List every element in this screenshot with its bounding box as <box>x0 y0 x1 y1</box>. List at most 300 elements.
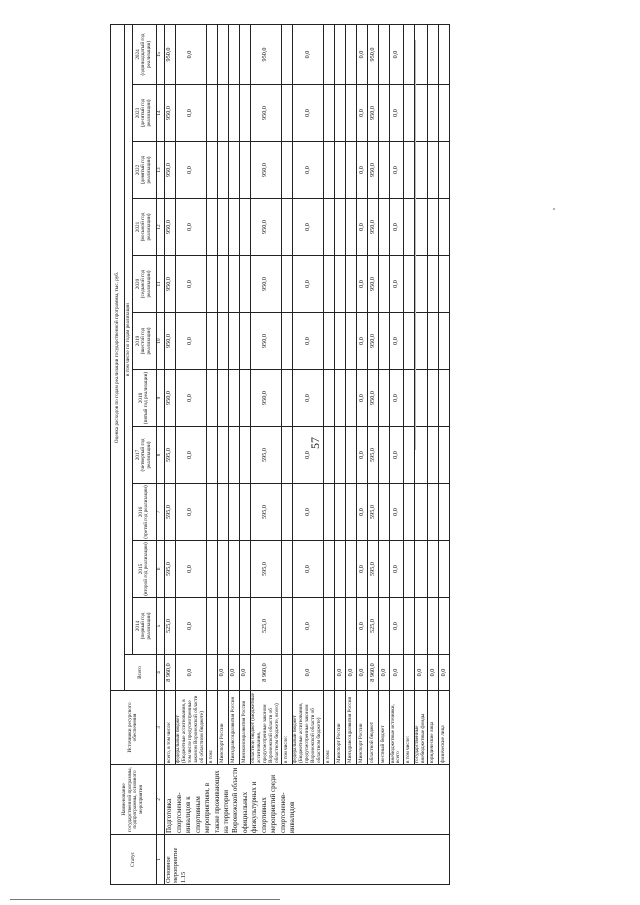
row-year-value: 0,0 <box>390 484 404 541</box>
row-year-value: 0,0 <box>175 199 206 256</box>
row-year-value: 950,0 <box>250 199 281 256</box>
row-year-value <box>206 370 217 427</box>
row-year-value <box>439 142 450 199</box>
row-total <box>206 655 217 691</box>
scan-edge-line <box>415 40 416 450</box>
row-year-value <box>206 199 217 256</box>
row-year-value: 950,0 <box>368 256 379 313</box>
row-year-value: 0,0 <box>357 256 368 313</box>
row-year-value <box>428 24 439 84</box>
row-year-value <box>346 256 357 313</box>
block-name: Подготовка спортсменов-инвалидов к спортивным мероприятиям, в также проживающих на территории Воронежской области официальных физкультурных и спортивных мероприятий среди спортсменов-инвалидов <box>164 765 449 835</box>
row-source: федеральный бюджет (Бюджетные ассигнования, предусмотренные законом Воронежской области об областном бюджете) <box>292 691 323 765</box>
row-year-value <box>324 484 335 541</box>
funding-table <box>110 24 450 885</box>
table-row <box>239 24 250 884</box>
column-number: 1 <box>156 835 164 885</box>
row-year-value: 0,0 <box>175 427 206 484</box>
table-row <box>281 24 292 884</box>
row-year-value: 0,0 <box>292 598 323 655</box>
row-year-value <box>439 598 450 655</box>
table-row <box>164 24 175 884</box>
header-year-label: 2024 <box>134 49 141 60</box>
row-source: Минздравсоцразвития России <box>346 691 357 765</box>
row-year-value <box>335 199 346 256</box>
row-total: 0,0 <box>239 655 250 691</box>
row-total: 0,0 <box>346 655 357 691</box>
row-year-value <box>217 370 228 427</box>
row-year-value: 950,0 <box>164 142 175 199</box>
row-year-value <box>239 598 250 655</box>
row-total <box>281 655 292 691</box>
row-year-value <box>324 256 335 313</box>
row-year-value: 0,0 <box>175 256 206 313</box>
row-year-value: 0,0 <box>292 85 323 142</box>
row-source: государственные внебюджетные фонды <box>414 691 428 765</box>
table-row <box>414 24 428 884</box>
row-source: в том: <box>324 691 335 765</box>
row-year-value <box>239 256 250 313</box>
header-year-sub: (второй год реализации) <box>143 542 150 596</box>
row-year-value: 0,0 <box>292 24 323 84</box>
row-year-value: 0,0 <box>357 199 368 256</box>
header-year-label: 2017 <box>134 449 141 461</box>
row-year-value: 0,0 <box>292 199 323 256</box>
row-year-value <box>379 484 390 541</box>
row-year-value <box>428 199 439 256</box>
table-row <box>335 24 346 884</box>
row-year-value <box>324 199 335 256</box>
table-row <box>175 24 206 884</box>
table-row <box>324 24 335 884</box>
row-year-value <box>228 142 239 199</box>
row-year-value: 0,0 <box>292 541 323 598</box>
header-year-sub: (третий год реализации) <box>143 485 150 539</box>
row-year-value: 595,0 <box>368 484 379 541</box>
row-year-value <box>324 598 335 655</box>
row-year-value <box>335 24 346 84</box>
row-year-value <box>439 24 450 84</box>
row-year-value <box>281 256 292 313</box>
row-year-value: 0,0 <box>390 85 404 142</box>
column-number: 7 <box>156 484 164 541</box>
funding-rows <box>164 24 449 884</box>
row-year-value: 0,0 <box>357 427 368 484</box>
row-year-value <box>379 427 390 484</box>
row-year-value <box>228 484 239 541</box>
row-year-value <box>228 256 239 313</box>
row-year-value: 950,0 <box>368 85 379 142</box>
table-row <box>379 24 390 884</box>
header-year-2015 <box>132 541 156 598</box>
scan-bottom-line <box>10 899 280 900</box>
row-total: 0,0 <box>390 655 404 691</box>
row-year-value <box>335 256 346 313</box>
table-row <box>228 24 239 884</box>
header-source: Источники ресурсного обеспечения <box>111 691 157 765</box>
column-number: 15 <box>156 24 164 84</box>
row-year-value <box>206 313 217 370</box>
row-total: 0,0 <box>175 655 206 691</box>
row-year-value: 950,0 <box>164 199 175 256</box>
row-year-value <box>346 598 357 655</box>
row-year-value <box>439 484 450 541</box>
row-year-value: 950,0 <box>164 24 175 84</box>
row-year-value <box>324 85 335 142</box>
row-total: 0,0 <box>292 655 323 691</box>
header-funding-title: Оценка расходов по годам реализации государственной программы, тыс. руб. <box>111 24 125 690</box>
row-year-value: 0,0 <box>390 256 404 313</box>
row-year-value <box>206 256 217 313</box>
row-source: Минспорт России <box>335 691 346 765</box>
row-year-value <box>324 427 335 484</box>
row-year-value <box>414 313 428 370</box>
header-column-numbers <box>156 24 164 884</box>
row-year-value <box>414 142 428 199</box>
row-source: местный бюджет <box>379 691 390 765</box>
row-year-value <box>346 427 357 484</box>
row-year-value: 0,0 <box>292 313 323 370</box>
row-year-value: 595,0 <box>250 427 281 484</box>
header-year-sub: (пятый год реализации) <box>143 371 150 425</box>
row-year-value <box>228 370 239 427</box>
row-year-value <box>414 484 428 541</box>
row-year-value: 0,0 <box>390 142 404 199</box>
row-total <box>403 655 414 691</box>
row-year-value <box>217 24 228 84</box>
header-year-label: 2022 <box>134 164 141 176</box>
row-year-value <box>239 142 250 199</box>
row-source: областной бюджет (Бюджетные ассигнования, предусмотренные законом Воронежской области об областном бюджете, всего) <box>250 691 281 765</box>
row-total: 0,0 <box>217 655 228 691</box>
row-year-value: 525,0 <box>368 598 379 655</box>
header-year-sub: (четвертый год реализации) <box>140 438 153 472</box>
row-year-value <box>206 24 217 84</box>
row-year-value <box>281 370 292 427</box>
row-year-value: 595,0 <box>164 541 175 598</box>
table-row <box>428 24 439 884</box>
row-year-value <box>346 24 357 84</box>
row-year-value <box>428 484 439 541</box>
row-year-value: 0,0 <box>175 313 206 370</box>
row-year-value <box>414 85 428 142</box>
table-row <box>357 24 368 884</box>
row-year-value: 0,0 <box>175 541 206 598</box>
header-year-2017 <box>132 427 156 484</box>
row-year-value <box>239 24 250 84</box>
column-number: 5 <box>156 598 164 655</box>
row-year-value: 595,0 <box>368 427 379 484</box>
row-year-value <box>239 313 250 370</box>
row-year-value <box>324 541 335 598</box>
row-year-value: 0,0 <box>390 427 404 484</box>
row-year-value <box>414 598 428 655</box>
row-year-value: 0,0 <box>390 598 404 655</box>
header-year-sub: (одиннадцатый год реализации) <box>140 33 153 76</box>
row-year-value: 0,0 <box>292 370 323 427</box>
header-year-label: 2015 <box>137 563 144 575</box>
column-number: 2 <box>156 765 164 835</box>
row-year-value: 0,0 <box>357 24 368 84</box>
row-total: 0,0 <box>439 655 450 691</box>
row-year-value: 950,0 <box>250 370 281 427</box>
row-year-value: 950,0 <box>250 24 281 84</box>
row-total: 8 960,0 <box>368 655 379 691</box>
row-year-value <box>228 598 239 655</box>
header-year-sub: (девятый год реализации) <box>140 155 153 185</box>
row-year-value: 595,0 <box>250 541 281 598</box>
row-source: Минспорт России <box>217 691 228 765</box>
row-year-value: 0,0 <box>390 541 404 598</box>
row-year-value <box>379 256 390 313</box>
row-year-value <box>346 484 357 541</box>
row-year-value <box>428 85 439 142</box>
row-year-value <box>403 85 414 142</box>
row-year-value <box>346 541 357 598</box>
row-year-value <box>379 142 390 199</box>
row-year-value: 0,0 <box>357 541 368 598</box>
row-year-value: 525,0 <box>164 598 175 655</box>
row-total: 0,0 <box>428 655 439 691</box>
row-year-value <box>228 85 239 142</box>
rotated-table-container <box>110 25 447 885</box>
row-source: федеральный бюджет (Бюджетные ассигнования, в том числе предусмотренные законом Воронежской области об областном бюджете) <box>175 691 206 765</box>
row-year-value <box>239 199 250 256</box>
row-year-value: 0,0 <box>357 598 368 655</box>
row-year-value: 0,0 <box>357 313 368 370</box>
row-year-value: 950,0 <box>368 24 379 84</box>
row-year-value: 950,0 <box>164 256 175 313</box>
header-year-2014 <box>132 598 156 655</box>
row-year-value <box>217 256 228 313</box>
row-year-value: 950,0 <box>250 85 281 142</box>
row-year-value <box>217 199 228 256</box>
row-year-value: 0,0 <box>175 598 206 655</box>
row-year-value <box>439 370 450 427</box>
row-year-value <box>281 598 292 655</box>
header-year-2021 <box>132 199 156 256</box>
row-source: физические лица <box>439 691 450 765</box>
row-year-value: 595,0 <box>250 484 281 541</box>
row-year-value: 950,0 <box>250 142 281 199</box>
column-number: 4 <box>156 655 164 691</box>
row-year-value <box>239 484 250 541</box>
row-year-value: 0,0 <box>175 370 206 427</box>
table-row <box>250 24 281 884</box>
row-year-value: 950,0 <box>164 370 175 427</box>
header-year-label: 2021 <box>134 221 141 233</box>
row-year-value <box>379 541 390 598</box>
header-year-2022 <box>132 142 156 199</box>
header-year-label: 2014 <box>134 620 141 632</box>
row-year-value <box>239 85 250 142</box>
row-year-value <box>217 85 228 142</box>
row-year-value: 595,0 <box>164 427 175 484</box>
row-year-value <box>414 256 428 313</box>
table-row <box>346 24 357 884</box>
column-number: 9 <box>156 370 164 427</box>
column-number: 6 <box>156 541 164 598</box>
row-year-value <box>281 199 292 256</box>
row-year-value <box>379 370 390 427</box>
row-year-value <box>403 256 414 313</box>
row-year-value <box>217 598 228 655</box>
row-total: 0,0 <box>357 655 368 691</box>
header-year-sub: (первый год реализации) <box>140 612 153 640</box>
table-row <box>439 24 450 884</box>
row-year-value <box>379 598 390 655</box>
row-year-value <box>335 370 346 427</box>
row-year-value <box>228 199 239 256</box>
row-year-value <box>403 142 414 199</box>
header-name: Наименование государственной программы, подпрограммы, основного мероприятия <box>111 765 157 835</box>
row-year-value <box>335 313 346 370</box>
column-number: 8 <box>156 427 164 484</box>
row-source: всего, в том числе: <box>164 691 175 765</box>
row-total: 8 960,0 <box>250 655 281 691</box>
row-year-value: 950,0 <box>368 313 379 370</box>
row-year-value: 0,0 <box>357 85 368 142</box>
row-year-value <box>428 427 439 484</box>
row-source: Минспорт России <box>357 691 368 765</box>
row-source: Минздравсоцразвития России <box>228 691 239 765</box>
row-year-value: 0,0 <box>175 142 206 199</box>
row-year-value <box>206 427 217 484</box>
row-year-value <box>428 313 439 370</box>
header-year-sub: (десятый год реализации) <box>140 98 153 128</box>
header-year-label: 2023 <box>134 107 141 119</box>
row-year-value <box>206 598 217 655</box>
row-year-value <box>239 541 250 598</box>
column-number: 14 <box>156 85 164 142</box>
column-number: 3 <box>156 691 164 765</box>
row-year-value <box>281 541 292 598</box>
row-year-value <box>324 142 335 199</box>
row-year-value <box>414 199 428 256</box>
row-year-value: 950,0 <box>250 313 281 370</box>
row-year-value <box>414 370 428 427</box>
row-year-value: 595,0 <box>368 541 379 598</box>
row-total: 0,0 <box>379 655 390 691</box>
row-year-value <box>428 598 439 655</box>
row-year-value <box>228 313 239 370</box>
row-year-value <box>439 313 450 370</box>
row-total: 0,0 <box>335 655 346 691</box>
row-year-value <box>403 313 414 370</box>
row-year-value <box>217 541 228 598</box>
row-year-value: 0,0 <box>175 85 206 142</box>
row-year-value <box>346 142 357 199</box>
row-total: 0,0 <box>228 655 239 691</box>
header-year-2016 <box>132 484 156 541</box>
header-year-sub: (седьмой год реализации) <box>140 269 153 299</box>
block-status: Основное мероприятие 1.15 <box>164 835 449 885</box>
header-incl-years: в том числе по годам реализации <box>125 24 133 654</box>
row-year-value: 0,0 <box>390 199 404 256</box>
row-year-value: 0,0 <box>390 313 404 370</box>
row-year-value <box>403 427 414 484</box>
row-year-value <box>335 598 346 655</box>
row-year-value: 950,0 <box>250 256 281 313</box>
page-number: 57 <box>308 437 322 449</box>
row-year-value <box>217 313 228 370</box>
row-year-value <box>324 313 335 370</box>
row-year-value <box>403 598 414 655</box>
row-year-value: 0,0 <box>390 24 404 84</box>
row-year-value <box>206 85 217 142</box>
row-year-value <box>428 142 439 199</box>
row-year-value <box>403 199 414 256</box>
row-year-value: 0,0 <box>292 484 323 541</box>
row-year-value <box>239 427 250 484</box>
row-year-value <box>217 142 228 199</box>
header-year-sub: (восьмой год реализации) <box>140 212 153 242</box>
table-row <box>292 24 323 884</box>
row-source: Минэкономразвития России <box>239 691 250 765</box>
table-row <box>368 24 379 884</box>
row-year-value <box>324 24 335 84</box>
row-source: внебюджетные источники, всего <box>390 691 404 765</box>
row-year-value <box>217 427 228 484</box>
row-year-value <box>403 484 414 541</box>
row-year-value <box>439 199 450 256</box>
table-row <box>217 24 228 884</box>
header-year-2020 <box>132 256 156 313</box>
header-year-2024 <box>132 24 156 84</box>
table-row <box>206 24 217 884</box>
row-year-value <box>281 313 292 370</box>
row-year-value <box>281 85 292 142</box>
table-row <box>390 24 404 884</box>
column-number: 12 <box>156 199 164 256</box>
row-year-value: 0,0 <box>292 142 323 199</box>
row-year-value <box>324 370 335 427</box>
row-total: 8 960,0 <box>164 655 175 691</box>
row-year-value <box>428 256 439 313</box>
row-year-value <box>228 24 239 84</box>
row-year-value <box>281 484 292 541</box>
header-year-2023 <box>132 85 156 142</box>
row-year-value <box>281 142 292 199</box>
row-year-value <box>228 541 239 598</box>
row-year-value: 0,0 <box>175 24 206 84</box>
header-year-2018 <box>132 370 156 427</box>
row-year-value <box>403 370 414 427</box>
row-year-value: 950,0 <box>368 370 379 427</box>
row-year-value <box>379 199 390 256</box>
row-year-value: 0,0 <box>390 370 404 427</box>
row-source: в том числе: <box>281 691 292 765</box>
row-year-value <box>439 541 450 598</box>
row-year-value <box>281 24 292 84</box>
scan-speck <box>553 208 555 210</box>
row-year-value <box>206 484 217 541</box>
row-year-value: 0,0 <box>357 484 368 541</box>
row-year-value <box>228 427 239 484</box>
row-year-value <box>439 427 450 484</box>
header-year-label: 2018 <box>137 392 144 404</box>
row-year-value: 950,0 <box>368 199 379 256</box>
row-year-value <box>335 85 346 142</box>
row-year-value <box>379 24 390 84</box>
row-year-value <box>428 541 439 598</box>
row-year-value: 525,0 <box>250 598 281 655</box>
header-year-label: 2019 <box>134 335 141 347</box>
row-year-value <box>346 370 357 427</box>
header-year-2019 <box>132 313 156 370</box>
row-year-value <box>403 541 414 598</box>
header-status: Статус <box>111 835 157 885</box>
